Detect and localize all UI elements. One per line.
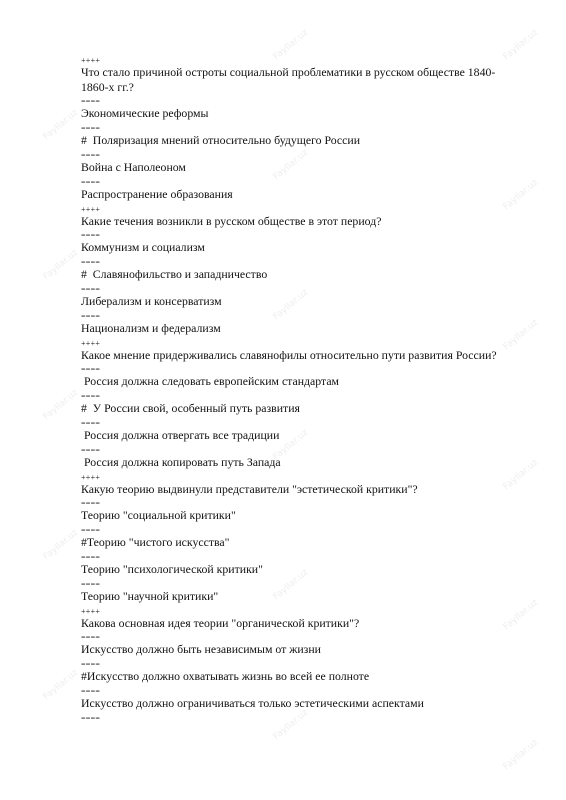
separator-line: ==== xyxy=(81,419,101,428)
separator-line: ==== xyxy=(81,231,101,240)
answer-option: Россия должна следовать европейским стандартам xyxy=(81,374,340,388)
watermark: Fayllar.uz xyxy=(271,427,311,463)
watermark: Fayllar.uz xyxy=(271,707,311,743)
separator-line: ==== xyxy=(81,553,101,562)
answer-option: #Теорию "чистого искусства" xyxy=(81,535,230,549)
answer-option: Либерализм и консерватизм xyxy=(81,294,222,308)
separator-line: ==== xyxy=(81,392,101,401)
answer-option: Война с Наполеоном xyxy=(81,160,186,174)
answer-option: Теорию "научной критики" xyxy=(81,589,219,603)
answer-option: Искусство должно быть независимым от жизни xyxy=(81,642,321,656)
separator-line: ==== xyxy=(81,365,101,374)
answer-option: Национализм и федерализм xyxy=(81,321,221,335)
watermark: Fayllar.uz xyxy=(501,177,541,213)
watermark: Fayllar.uz xyxy=(41,667,81,703)
answer-option: Экономические реформы xyxy=(81,106,209,120)
question-text: Какую теорию выдвинули представители "эстетической критики"? xyxy=(81,482,418,496)
separator-line: ==== xyxy=(81,446,101,455)
test-content xyxy=(81,56,521,723)
watermark: Fayllar.uz xyxy=(41,387,81,423)
answer-option: Россия должна копировать путь Запада xyxy=(81,455,281,469)
separator-line: ==== xyxy=(81,151,101,160)
separator-line: ==== xyxy=(81,258,101,267)
separator-line: ==== xyxy=(81,714,101,723)
watermark: Fayllar.uz xyxy=(41,247,81,283)
question-text: Какова основная идея теории "органической критики"? xyxy=(81,616,360,630)
watermark: Fayllar.uz xyxy=(501,737,541,773)
watermark: Fayllar.uz xyxy=(41,107,81,143)
answer-option: Россия должна отвергать все традиции xyxy=(81,428,280,442)
answer-option: # Поляризация мнений относительно будущего России xyxy=(81,133,361,147)
separator-line: ++++ xyxy=(81,607,101,616)
separator-line: ==== xyxy=(81,97,101,106)
separator-line: ==== xyxy=(81,499,101,508)
separator-line: ==== xyxy=(81,526,101,535)
answer-option: # Славянофильство и западничество xyxy=(81,267,268,281)
separator-line: ==== xyxy=(81,285,101,294)
watermark: Fayllar.uz xyxy=(271,287,311,323)
separator-line: ==== xyxy=(81,178,101,187)
question-text: Что стало причиной остроты социальной проблематики в русском обществе 1840-1860-х гг.? xyxy=(81,65,496,94)
answer-option: Теорию "социальной критики" xyxy=(81,508,236,522)
watermark: Fayllar.uz xyxy=(271,147,311,183)
watermark: Fayllar.uz xyxy=(271,567,311,603)
watermark: Fayllar.uz xyxy=(501,597,541,633)
separator-line: ++++ xyxy=(81,339,101,348)
answer-option: # У России свой, особенный путь развития xyxy=(81,401,300,415)
separator-line: ==== xyxy=(81,660,101,669)
separator-line: ==== xyxy=(81,580,101,589)
separator-line: ++++ xyxy=(81,473,101,482)
watermark: Fayllar.uz xyxy=(501,317,541,353)
separator-line: ==== xyxy=(81,124,101,133)
separator-line: ++++ xyxy=(81,56,101,65)
watermark: Fayllar.uz xyxy=(501,457,541,493)
question-text: Какие течения возникли в русском обществе в этот период? xyxy=(81,214,382,228)
separator-line: ==== xyxy=(81,633,101,642)
separator-line: ++++ xyxy=(81,205,101,214)
answer-option: #Искусство должно охватывать жизнь во всей ее полноте xyxy=(81,669,370,683)
watermark: Fayllar.uz xyxy=(271,27,311,63)
separator-line: ==== xyxy=(81,687,101,696)
answer-option: Теорию "психологической критики" xyxy=(81,562,263,576)
answer-option: Распространение образования xyxy=(81,187,233,201)
answer-option: Коммунизм и социализм xyxy=(81,240,205,254)
question-text: Какое мнение придерживались славянофилы относительно пути развития России? xyxy=(81,348,497,362)
watermark: Fayllar.uz xyxy=(501,27,541,63)
watermark: Fayllar.uz xyxy=(41,527,81,563)
separator-line: ==== xyxy=(81,312,101,321)
answer-option: Искусство должно ограничиваться только эстетическими аспектами xyxy=(81,696,424,710)
